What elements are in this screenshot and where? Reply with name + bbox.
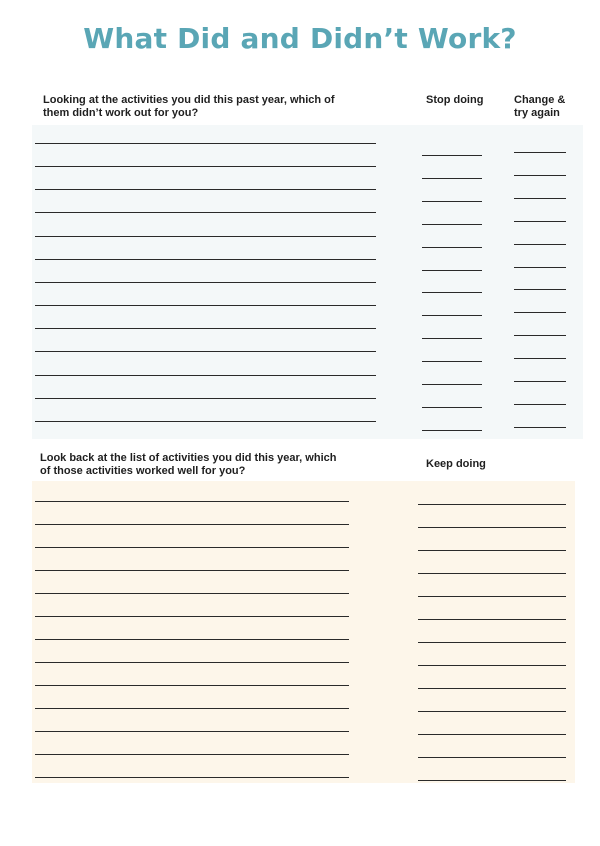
stop-doing-line [422, 315, 482, 316]
change-try-again-line [514, 221, 566, 222]
stop-doing-line [422, 155, 482, 156]
change-try-again-line [514, 358, 566, 359]
activity-line [35, 259, 376, 260]
activity-line [35, 143, 376, 144]
activity-line [35, 166, 376, 167]
activity-line [35, 282, 376, 283]
keep-doing-line [418, 596, 566, 597]
change-try-again-line [514, 335, 566, 336]
stop-prompt-line-1: Looking at the activities you did this past year, which of [43, 94, 335, 106]
keep-doing-line [418, 688, 566, 689]
stop-doing-line [422, 407, 482, 408]
stop-doing-line [422, 247, 482, 248]
keep-prompt-line-2: of those activities worked well for you? [40, 465, 246, 477]
activity-line [35, 708, 349, 709]
activity-line [35, 685, 349, 686]
activity-line [35, 777, 349, 778]
stop-prompt-line-2: them didn’t work out for you? [43, 107, 199, 119]
activity-line [35, 754, 349, 755]
keep-doing-line [418, 757, 566, 758]
activity-line [35, 524, 349, 525]
stop-doing-header: Stop doing [426, 94, 484, 106]
stop-doing-line [422, 384, 482, 385]
change-header-line-2: try again [514, 107, 560, 119]
activity-line [35, 731, 349, 732]
stop-doing-line [422, 430, 482, 431]
activity-line [35, 398, 376, 399]
activity-line [35, 328, 376, 329]
activity-line [35, 305, 376, 306]
change-try-again-line [514, 404, 566, 405]
stop-doing-line [422, 361, 482, 362]
keep-doing-line [418, 527, 566, 528]
change-try-again-line [514, 381, 566, 382]
activity-line [35, 351, 376, 352]
change-try-again-line [514, 427, 566, 428]
activity-line [35, 236, 376, 237]
keep-doing-line [418, 734, 566, 735]
keep-doing-line [418, 642, 566, 643]
keep-doing-line [418, 619, 566, 620]
page-title: What Did and Didn’t Work? [83, 22, 517, 55]
keep-prompt-line-1: Look back at the list of activities you did this year, which [40, 452, 337, 464]
change-try-again-line [514, 289, 566, 290]
stop-doing-line [422, 292, 482, 293]
stop-doing-line [422, 270, 482, 271]
change-try-again-line [514, 198, 566, 199]
change-try-again-line [514, 312, 566, 313]
stop-doing-line [422, 224, 482, 225]
activity-line [35, 662, 349, 663]
keep-doing-line [418, 711, 566, 712]
stop-doing-line [422, 201, 482, 202]
activity-line [35, 501, 349, 502]
activity-line [35, 547, 349, 548]
change-try-again-line [514, 244, 566, 245]
keep-doing-line [418, 780, 566, 781]
activity-line [35, 616, 349, 617]
change-try-again-line [514, 175, 566, 176]
activity-line [35, 570, 349, 571]
change-header-line-1: Change & [514, 94, 566, 106]
change-try-again-line [514, 152, 566, 153]
keep-doing-header: Keep doing [426, 458, 486, 470]
stop-prompt [43, 94, 335, 120]
keep-doing-line [418, 665, 566, 666]
stop-doing-line [422, 178, 482, 179]
keep-prompt [40, 452, 336, 478]
activity-line [35, 593, 349, 594]
keep-doing-line [418, 550, 566, 551]
change-try-again-header [514, 94, 565, 120]
keep-doing-line [418, 504, 566, 505]
stop-doing-line [422, 338, 482, 339]
activity-line [35, 421, 376, 422]
activity-line [35, 189, 376, 190]
activity-line [35, 212, 376, 213]
keep-doing-line [418, 573, 566, 574]
activity-line [35, 639, 349, 640]
activity-line [35, 375, 376, 376]
change-try-again-line [514, 267, 566, 268]
